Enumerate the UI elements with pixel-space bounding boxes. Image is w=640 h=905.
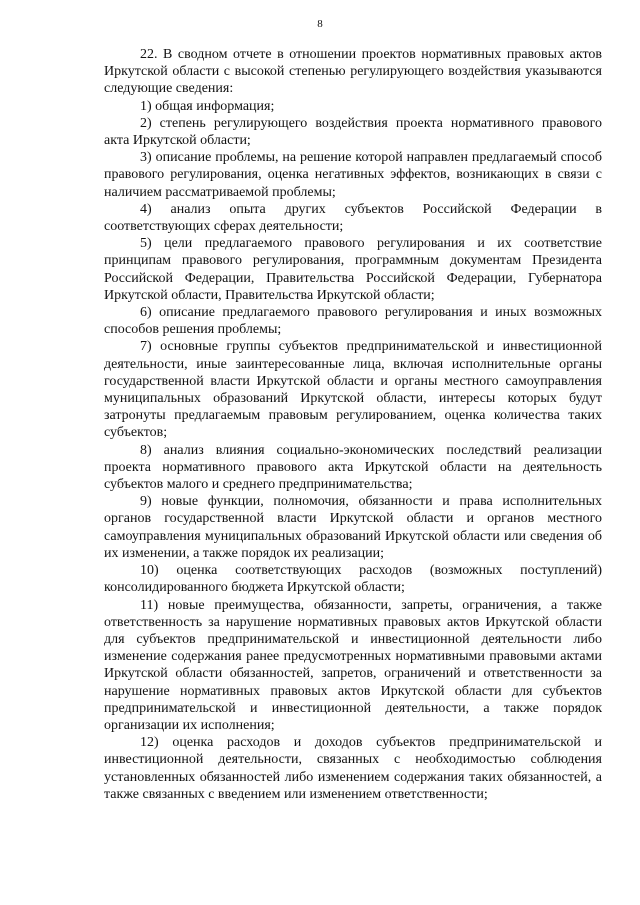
list-item-7: 7) основные группы субъектов предпринимательской и инвестиционной деятельности, иные заинтересованные лица, включая исполнительные органы государственной власти Иркутской области и органы местного самоуправления муниципальных образований Иркутской области, интересы которых будут затронуты предлагаемым правовым регулированием, оценка количества таких субъектов; (104, 339, 602, 441)
list-item-3: 3) описание проблемы, на решение которой направлен предлагаемый способ правового регулирования, оценка негативных эффектов, возникающих в связи с наличием рассматриваемой проблемы; (104, 150, 602, 200)
list-item-12: 12) оценка расходов и доходов субъектов предпринимательской и инвестиционной деятельности, связанных с необходимостью соблюдения установленных обязанностей либо изменением содержания таких обязанностей, а также связанных с введением или изменением ответственности; (104, 735, 602, 802)
list-item-9: 9) новые функции, полномочия, обязанности и права исполнительных органов государственной власти Иркутской области и органов местного самоуправления муниципальных образований Иркутской области или сведения об их изменении, а также порядок их реализации; (104, 494, 602, 561)
page-number: 8 (317, 18, 323, 30)
list-item-5: 5) цели предлагаемого правового регулирования и их соответствие принципам правового регулирования, программным документам Президента Российской Федерации, Правительства Российской Федерации, Губернатора Иркутской области, Правительства Иркутской области; (104, 236, 602, 303)
list-item-4: 4) анализ опыта других субъектов Российской Федерации в соответствующих сферах деятельности; (104, 201, 602, 235)
list-item-11: 11) новые преимущества, обязанности, запреты, ограничения, а также ответственность за нарушение нормативных правовых актов Иркутской области для субъектов предпринимательской и инвестиционной деятельности либо изменение содержания ранее предусмотренных нормативными правовыми актами Иркутской области обязанностей, запретов, ограничений и ответственности за нарушение нормативных правовых актов Иркутской области для субъектов предпринимательской и инвестиционной деятельности, а также порядок организации их исполнения; (104, 597, 602, 733)
list-item-2: 2) степень регулирующего воздействия проекта нормативного правового акта Иркутской области; (104, 115, 602, 149)
list-item-6: 6) описание предлагаемого правового регулирования и иных возможных способов решения проблемы; (104, 305, 602, 338)
list-item-10: 10) оценка соответствующих расходов (возможных поступлений) консолидированного бюджета Иркутской области; (104, 563, 602, 596)
paragraph-22: 22. В сводном отчете в отношении проектов нормативных правовых актов Иркутской области с высокой степенью регулирующего воздействия указываются следующие сведения: (104, 47, 602, 97)
document-body (104, 46, 602, 803)
list-item-8: 8) анализ влияния социально-экономических последствий реализации проекта нормативного правового акта Иркутской области на деятельность субъектов малого и среднего предпринимательства; (104, 442, 602, 493)
list-item-1: 1) общая информация; (140, 98, 275, 114)
